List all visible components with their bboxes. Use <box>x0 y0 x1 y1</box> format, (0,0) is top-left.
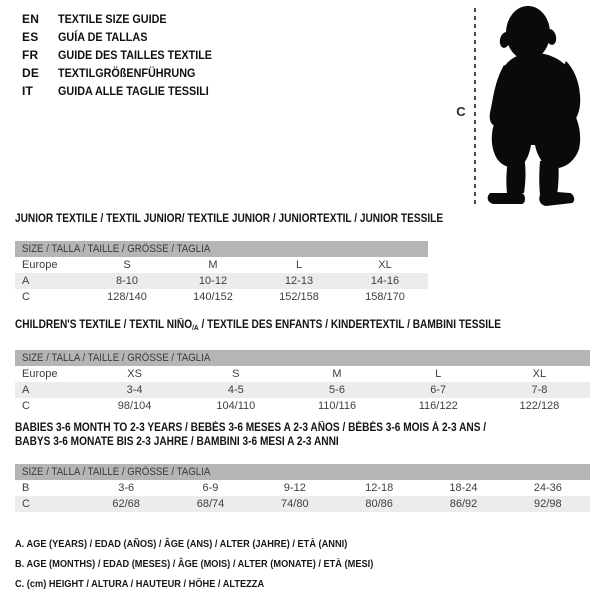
size-section <box>15 212 444 305</box>
size-section <box>15 421 590 512</box>
size-cell: 3-4 <box>126 384 143 396</box>
size-table <box>15 464 590 512</box>
table-row <box>15 257 428 273</box>
size-cell: 140/152 <box>193 291 233 303</box>
section-title-text <box>15 212 443 226</box>
size-table-header-text: SIZE / TALLA / TAILLE / GRÖSSE / TAGLIA <box>22 466 211 478</box>
language-title-text: TEXTILGRÖßENFÜHRUNG <box>58 66 196 80</box>
size-cell: 5-6 <box>329 384 345 396</box>
height-measure-line <box>474 8 476 208</box>
size-cell: 80/86 <box>365 498 393 510</box>
language-row <box>22 28 229 46</box>
title-segment: JUNIOR TEXTILE / TEXTIL JUNIOR/ TEXTILE JUNIOR / JUNIORTEXTIL / JUNIOR TESSILE <box>15 213 444 225</box>
section-title-line <box>15 421 590 435</box>
size-cell: S <box>123 259 131 271</box>
size-cell: 7-8 <box>531 384 548 396</box>
section-title-text <box>15 318 501 335</box>
size-table <box>15 241 428 305</box>
size-table-header <box>15 464 590 480</box>
language-row <box>22 82 229 100</box>
subscript-text: /A <box>192 323 199 332</box>
size-cell: 62/68 <box>112 498 140 510</box>
language-title-text: GUIDA ALLE TAGLIE TESSILI <box>58 84 209 98</box>
size-cell: 104/110 <box>216 400 256 412</box>
size-cell: 98/104 <box>117 400 152 412</box>
language-title-text: TEXTILE SIZE GUIDE <box>58 12 167 26</box>
size-cell: 18-24 <box>449 482 478 494</box>
section-title <box>15 318 590 335</box>
language-title <box>58 12 179 26</box>
footnote-line <box>15 554 422 574</box>
size-cell: 68/74 <box>196 498 225 510</box>
section-title <box>15 212 444 226</box>
language-row <box>22 64 229 82</box>
section-title <box>15 421 590 449</box>
language-title <box>58 66 211 80</box>
table-row <box>15 273 428 289</box>
size-cell: 6-9 <box>202 482 219 494</box>
section-title-text <box>15 421 486 435</box>
language-row <box>22 10 229 28</box>
language-code: ES <box>22 30 39 44</box>
size-table-header-text: SIZE / TALLA / TAILLE / GRÖSSE / TAGLIA <box>22 352 211 364</box>
size-cell: XL <box>378 259 392 271</box>
section-title-text <box>15 435 339 449</box>
title-segment: BABYS 3-6 MONATE BIS 2-3 JAHRE / BAMBINI 3-6 MESI A 2-3 ANNI <box>15 436 339 448</box>
language-title <box>58 48 229 62</box>
footnote-text: B. AGE (MONTHS) / EDAD (MESES) / ÂGE (MOIS) / ALTER (MONATE) / ETÀ (MESI) <box>15 558 374 570</box>
language-title-text: GUIDE DES TAILLES TEXTILE <box>58 48 213 62</box>
size-cell: XL <box>532 368 547 380</box>
size-cell: 8-10 <box>115 275 139 287</box>
language-title <box>58 84 226 98</box>
size-cell: S <box>232 368 240 380</box>
size-cell: 9-12 <box>283 482 306 494</box>
size-cell: L <box>295 259 303 271</box>
size-cell: 12-13 <box>284 275 314 287</box>
size-cell: 92/98 <box>534 498 562 510</box>
row-label: Europe <box>22 368 58 380</box>
table-row <box>15 398 590 414</box>
language-row <box>22 46 229 64</box>
section-title-line <box>15 435 590 449</box>
language-code: DE <box>22 66 40 80</box>
footnote-line <box>15 534 422 554</box>
size-cell: 12-18 <box>365 482 394 494</box>
size-cell: M <box>208 259 218 271</box>
size-cell: M <box>332 368 342 380</box>
size-cell: 152/158 <box>279 291 319 303</box>
row-label: C <box>22 400 30 412</box>
row-label: B <box>22 482 30 494</box>
size-cell: 116/122 <box>418 400 458 412</box>
size-table-header-text: SIZE / TALLA / TAILLE / GRÖSSE / TAGLIA <box>22 243 211 255</box>
baby-silhouette-icon <box>486 3 598 209</box>
table-row <box>15 382 590 398</box>
footnotes <box>15 534 422 594</box>
size-cell: L <box>435 368 442 380</box>
size-cell: 3-6 <box>118 482 135 494</box>
size-table <box>15 350 590 414</box>
size-table-header <box>15 241 428 257</box>
table-row <box>15 289 428 305</box>
size-cell: 10-12 <box>198 275 228 287</box>
section-title-line <box>15 212 444 226</box>
language-title-text: GUÍA DE TALLAS <box>58 30 148 44</box>
row-label: C <box>22 291 30 303</box>
footnote-line <box>15 574 422 594</box>
size-cell: 158/170 <box>365 291 405 303</box>
footnote-text: A. AGE (YEARS) / EDAD (AÑOS) / ÂGE (ANS) / ALTER (JAHRE) / ETÀ (ANNI) <box>15 538 348 550</box>
row-label: A <box>22 384 30 396</box>
size-section <box>15 318 590 414</box>
height-measure-label: C <box>456 104 466 119</box>
size-cell: 122/128 <box>519 400 560 412</box>
title-segment: CHILDREN'S TEXTILE / TEXTIL NIÑO <box>15 319 193 331</box>
size-table-header <box>15 350 590 366</box>
size-cell: 128/140 <box>107 291 147 303</box>
size-cell: 6-7 <box>430 384 447 396</box>
language-code: IT <box>22 84 34 98</box>
footnote-text: C. (cm) HEIGHT / ALTURA / HAUTEUR / HÖHE / ALTEZZA <box>15 578 265 590</box>
language-title <box>58 30 157 44</box>
size-cell: 4-5 <box>227 384 244 396</box>
language-code: FR <box>22 48 39 62</box>
table-row <box>15 496 590 512</box>
table-row <box>15 366 590 382</box>
size-cell: 86/92 <box>449 498 478 510</box>
section-title-line <box>15 318 590 335</box>
language-code: EN <box>22 12 40 26</box>
title-segment: BABIES 3-6 MONTH TO 2-3 YEARS / BEBÉS 3-6 MESES A 2-3 AÑOS / BÉBÉS 3-6 MOIS À 2-3 ANS / <box>15 422 487 434</box>
size-cell: 24-36 <box>533 482 562 494</box>
size-cell: 110/116 <box>317 400 357 412</box>
title-segment: / TEXTILE DES ENFANTS / KINDERTEXTIL / BAMBINI TESSILE <box>198 319 502 331</box>
size-cell: XS <box>127 368 142 380</box>
row-label: C <box>22 498 30 510</box>
row-label: Europe <box>22 259 58 271</box>
language-list <box>22 10 229 100</box>
size-cell: 74/80 <box>281 498 309 510</box>
size-cell: 14-16 <box>370 275 400 287</box>
row-label: A <box>22 275 30 287</box>
table-row <box>15 480 590 496</box>
